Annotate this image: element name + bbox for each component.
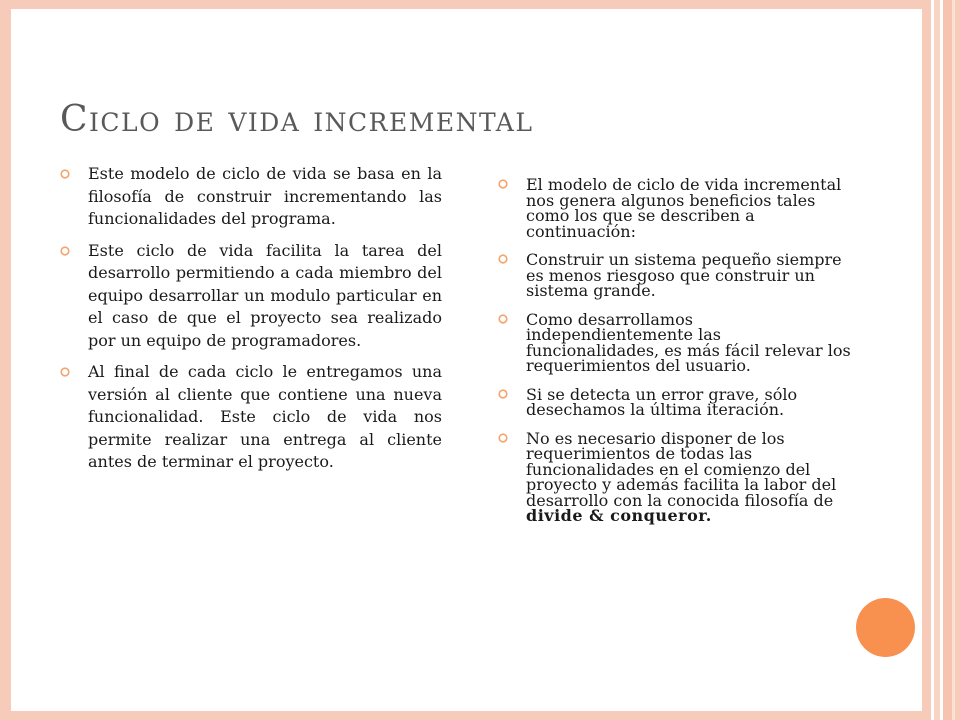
bullet-icon — [60, 367, 70, 377]
bullet-icon — [60, 169, 70, 179]
bullet-icon — [498, 433, 508, 443]
decorative-circle — [856, 598, 915, 657]
list-item — [60, 163, 442, 231]
list-item-text: Si se detecta un error grave, sólo desechamos la última iteración. — [526, 384, 798, 419]
list-item — [498, 428, 854, 525]
list-item-text: Al final de cada ciclo le entregamos una versión al cliente que contiene una nueva funcionalidad. Este ciclo de vida nos permite realizar una entrega al cliente antes de terminar el proyecto. — [88, 362, 442, 471]
list-item-text: No es necesario disponer de los requerimientos de todas las funcionalidades en el comienzo del proyecto y además facilita la labor del desarrollo con la conocida filosofía de — [526, 428, 837, 510]
list-item — [498, 384, 854, 419]
bullet-icon — [498, 179, 508, 189]
list-item-text: Este modelo de ciclo de vida se basa en la filosofía de construir incrementando las funcionalidades del programa. — [88, 164, 442, 228]
list-item — [498, 177, 854, 239]
right-bullet-list — [498, 177, 854, 537]
list-item-text: Como desarrollamos independientemente las funcionalidades, es más fácil relevar los requerimientos del usuario. — [526, 309, 851, 375]
list-item-text: El modelo de ciclo de vida incremental nos genera algunos beneficios tales como los que se describen a continuación: — [526, 175, 842, 241]
slide-title: Ciclo de vida incremental — [60, 99, 534, 140]
list-item — [498, 309, 854, 375]
list-item — [60, 361, 442, 474]
frame-left-border — [0, 0, 11, 720]
list-item — [498, 252, 854, 299]
frame-right-stripes — [922, 0, 960, 720]
list-item-text: Este ciclo de vida facilita la tarea del desarrollo permitiendo a cada miembro del equipo desarrollar un modulo particular en el caso de que el proyecto sea realizado por un equipo de programadores. — [88, 240, 442, 350]
frame-bottom-border — [0, 711, 922, 720]
list-item — [60, 240, 442, 353]
list-item-text: Construir un sistema pequeño siempre es menos riesgoso que construir un sistema grande. — [526, 250, 842, 300]
bullet-icon — [498, 314, 508, 324]
bullet-icon — [498, 254, 508, 264]
emphasis-text: divide & conqueror. — [526, 506, 712, 525]
left-bullet-list — [60, 163, 442, 483]
bullet-icon — [60, 246, 70, 256]
bullet-icon — [498, 389, 508, 399]
frame-top-border — [0, 0, 922, 9]
